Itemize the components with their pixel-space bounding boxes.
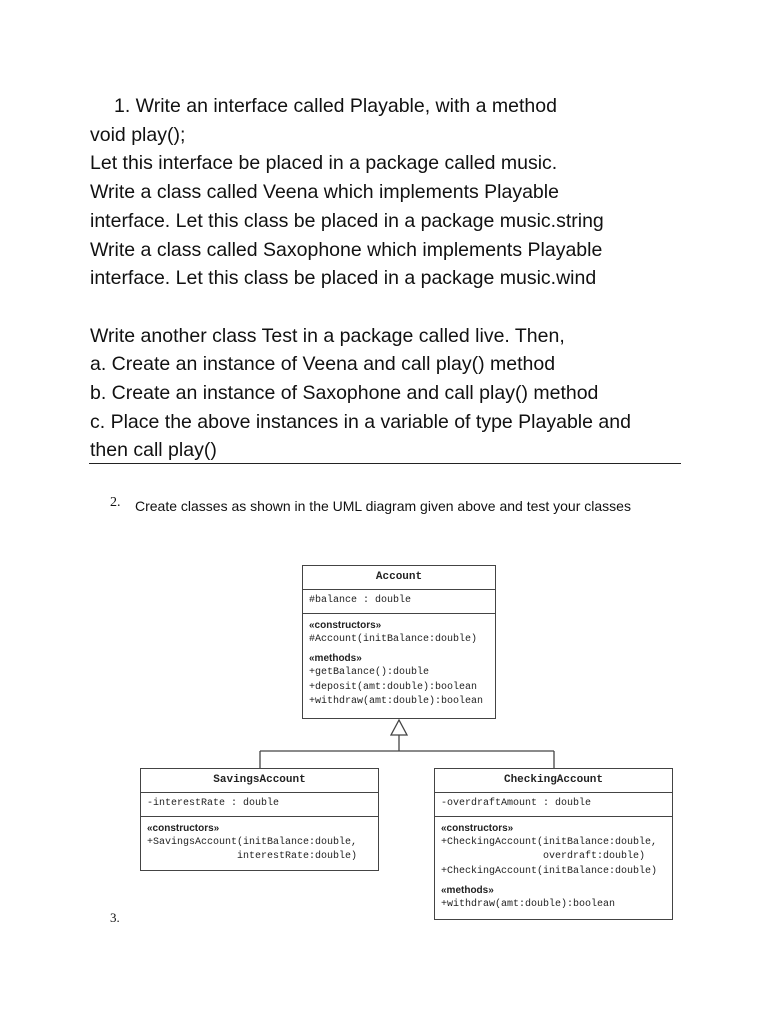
constructor: interestRate:double) [147, 851, 358, 862]
q1-line: interface. Let this class be placed in a package music.string [90, 209, 604, 232]
class-name: CheckingAccount [435, 769, 672, 793]
constructor: +CheckingAccount(initBalance:double, [441, 836, 658, 848]
constructors-stereotype: «constructors» [147, 822, 220, 834]
q1-line: Write a class called Saxophone which implements Playable [90, 238, 603, 261]
uml-class-checking-account [434, 768, 673, 920]
constructors-stereotype: «constructors» [441, 822, 514, 834]
operations-section [435, 817, 672, 917]
constructor: overdraft:double) [441, 851, 646, 862]
attribute: -overdraftAmount : double [441, 798, 592, 809]
methods-stereotype: «methods» [309, 653, 362, 664]
q1-line: Write a class called Veena which implements Playable [90, 181, 559, 204]
operations-section [303, 614, 495, 714]
methods-stereotype: «methods» [441, 885, 494, 896]
attributes-section [435, 793, 672, 817]
q1-line: a. Create an instance of Veena and call play() method [90, 353, 556, 376]
uml-class-account [302, 565, 496, 719]
q1-line: Let this interface be placed in a package called music. [90, 152, 558, 175]
question-3-number: 3. [110, 910, 120, 925]
inheritance-arrowhead [391, 720, 407, 735]
q1-line: 1. Write an interface called Playable, with a method [114, 95, 557, 117]
class-name: Account [303, 566, 495, 590]
attribute: -interestRate : double [147, 798, 280, 809]
question-2-text: Create classes as shown in the UML diagram given above and test your classes [135, 498, 631, 514]
attributes-section [303, 590, 495, 614]
uml-class-savings-account [140, 768, 379, 871]
constructor: #Account(initBalance:double) [309, 633, 478, 645]
q1-line: interface. Let this class be placed in a package music.wind [90, 267, 597, 290]
question-2-number: 2. [110, 495, 121, 510]
q1-line: b. Create an instance of Saxophone and call play() method [90, 382, 599, 405]
method: +withdraw(amt:double):boolean [309, 696, 484, 707]
q1-line: Write another class Test in a package called live. Then, [90, 324, 565, 347]
attributes-section [141, 793, 378, 817]
q1-line: void play(); [90, 123, 186, 146]
operations-section [141, 817, 378, 869]
method: +deposit(amt:double):boolean [309, 681, 478, 693]
class-name: SavingsAccount [141, 769, 378, 793]
constructors-stereotype: «constructors» [309, 619, 382, 631]
constructor: +CheckingAccount(initBalance:double) [441, 865, 658, 877]
attribute: #balance : double [309, 595, 412, 606]
q1-line: c. Place the above instances in a variable of type Playable and [90, 410, 631, 433]
constructor: +SavingsAccount(initBalance:double, [147, 836, 358, 848]
q1-line: then call play() [90, 439, 217, 462]
method: +getBalance():double [309, 667, 430, 678]
method: +withdraw(amt:double):boolean [441, 899, 616, 910]
